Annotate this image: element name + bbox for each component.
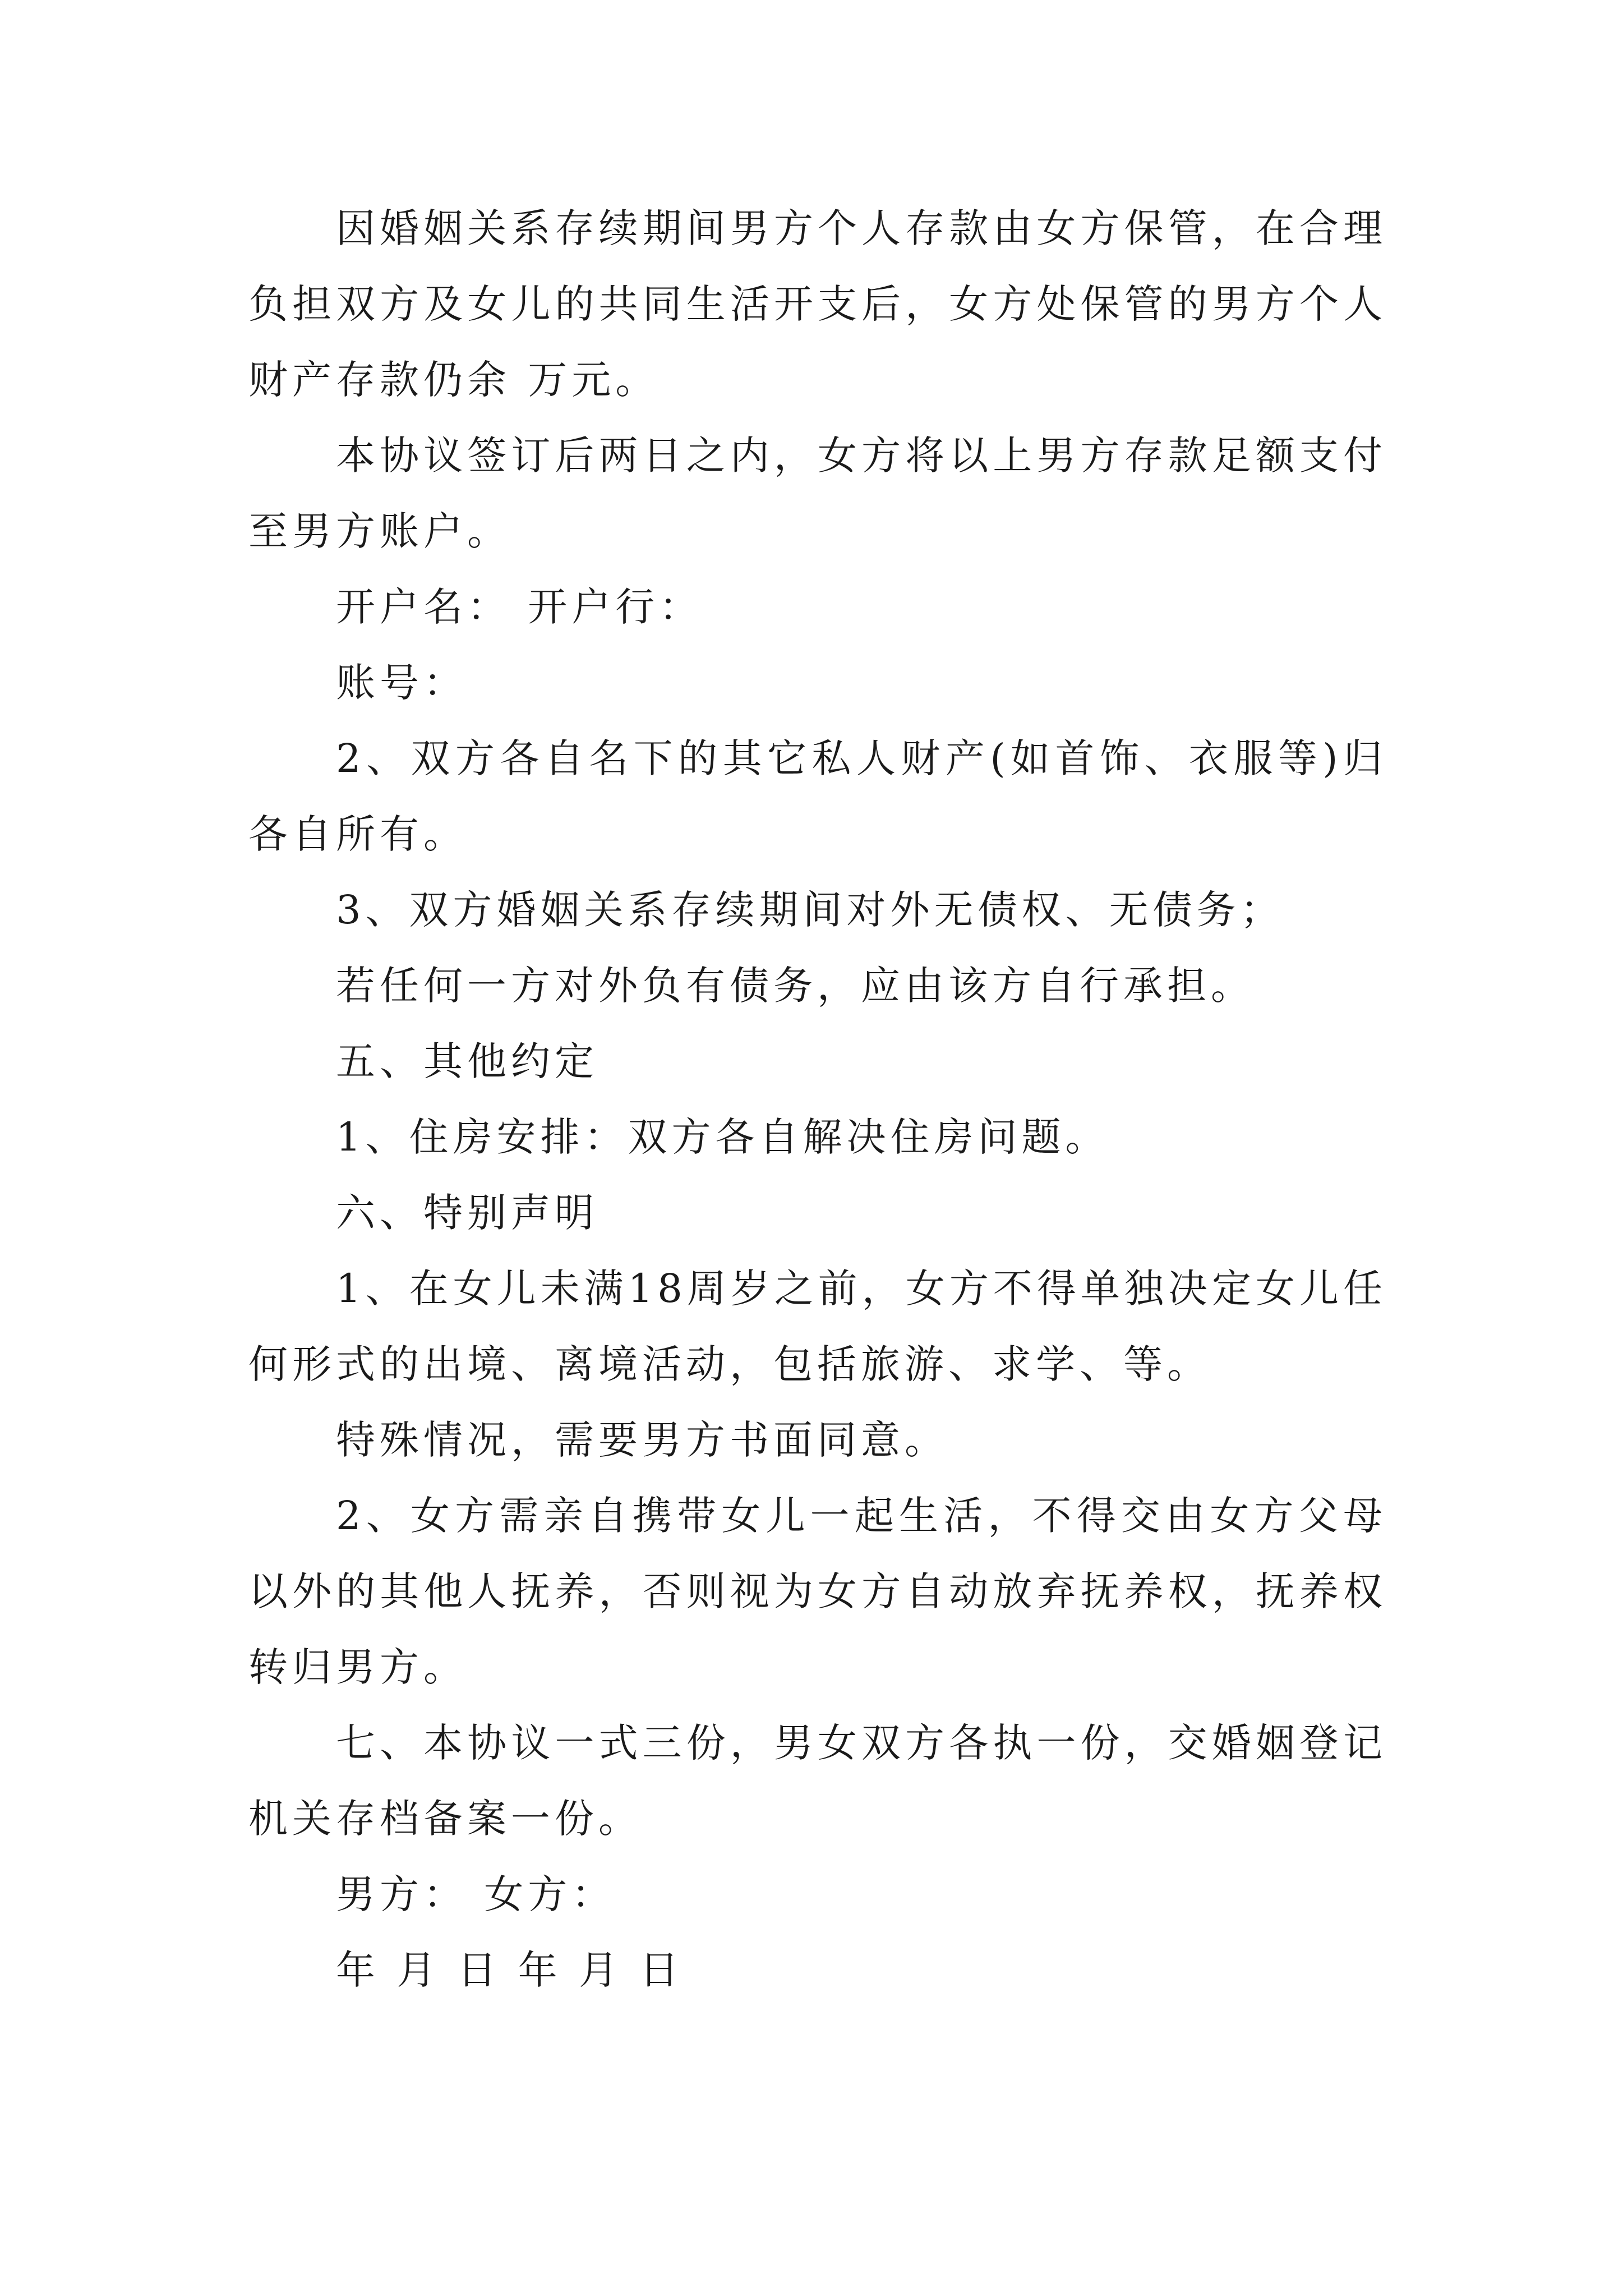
paragraph-account-name-bank: 开户名： 开户行： bbox=[336, 584, 703, 630]
signature-line: 男方： 女方： bbox=[336, 1871, 616, 1917]
document-body bbox=[248, 191, 1387, 2008]
paragraph-private-property: 2、双方各自名下的其它私人财产(如首饰、衣服等)归各自所有。 bbox=[248, 735, 1387, 857]
section-heading-special-statement: 六、特别声明 bbox=[336, 1190, 598, 1236]
paragraph-special-circumstances: 特殊情况，需要男方书面同意。 bbox=[336, 1417, 948, 1463]
paragraph-custody-condition: 2、女方需亲自携带女儿一起生活，不得交由女方父母以外的其他人抚养，否则视为女方自动放弃抚养权，抚养权转归男方。 bbox=[248, 1493, 1387, 1690]
date-line: 年 月 日 年 月 日 bbox=[336, 1947, 684, 1993]
paragraph-copies: 七、本协议一式三份，男女双方各执一份，交婚姻登记机关存档备案一份。 bbox=[248, 1720, 1387, 1842]
paragraph-travel-restriction: 1、在女儿未满18周岁之前，女方不得单独决定女儿任何形式的出境、离境活动，包括旅游、求学、等。 bbox=[248, 1266, 1387, 1387]
paragraph-savings-custody: 因婚姻关系存续期间男方个人存款由女方保管，在合理负担双方及女儿的共同生活开支后，女方处保管的男方个人财产存款仍余 万元。 bbox=[248, 205, 1387, 403]
paragraph-debt-responsibility: 若任何一方对外负有债务，应由该方自行承担。 bbox=[336, 963, 1255, 1009]
paragraph-housing: 1、住房安排：双方各自解决住房问题。 bbox=[336, 1114, 1109, 1160]
paragraph-payment-deadline: 本协议签订后两日之内，女方将以上男方存款足额支付至男方账户。 bbox=[248, 432, 1387, 554]
paragraph-account-number: 账号： bbox=[336, 660, 467, 706]
section-heading-other-agreements: 五、其他约定 bbox=[336, 1038, 598, 1084]
paragraph-debts: 3、双方婚姻关系存续期间对外无债权、无债务； bbox=[336, 887, 1284, 933]
